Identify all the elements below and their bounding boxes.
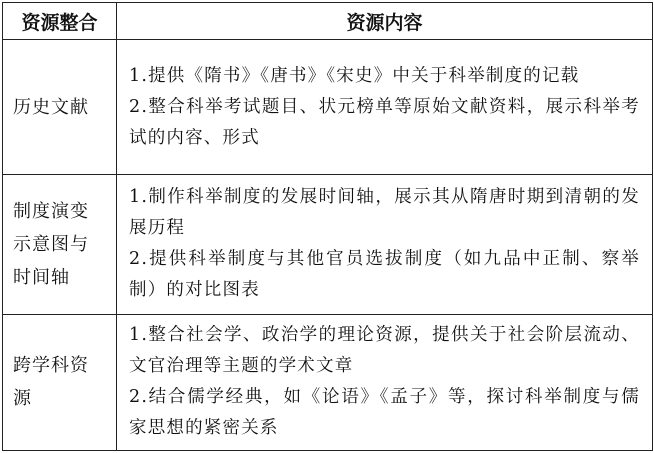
content-item: 1.提供《隋书》《唐书》《宋史》中关于科举制度的记载 [129,65,580,86]
content-item: 2.结合儒学经典，如《论语》《孟子》等，探讨科举制度与儒家思想的紧密关系 [129,387,640,439]
resource-table [2,2,653,451]
table-row [3,40,653,175]
row-category-evolution-diagram [3,175,117,314]
row-content [117,40,653,175]
table-row [3,314,653,450]
row-content [117,314,653,450]
category-label: 历史文献 [13,96,89,118]
row-category-interdisciplinary [3,314,117,450]
table-header-row [3,3,653,40]
category-label: 跨学科资源 [13,355,89,410]
row-category-historical-documents [3,40,117,175]
header-resource-integration: 资源整合 [3,3,117,40]
content-item: 1.整合社会学、政治学的理论资源，提供关于社会阶层流动、文官治理等主题的学术文章 [129,325,640,377]
content-item: 2.提供科举制度与其他官员选拔制度（如九品中正制、察举制）的对比图表 [129,249,640,301]
content-item: 1.制作科举制度的发展时间轴，展示其从隋唐时期到清朝的发展历程 [129,187,640,239]
table-row [3,175,653,314]
resource-table-container [2,2,652,451]
header-resource-content: 资源内容 [117,3,653,40]
row-content [117,175,653,314]
category-label: 制度演变示意图与时间轴 [13,200,89,288]
content-item: 2.整合科举考试题目、状元榜单等原始文献资料，展示科举考试的内容、形式 [129,96,640,148]
